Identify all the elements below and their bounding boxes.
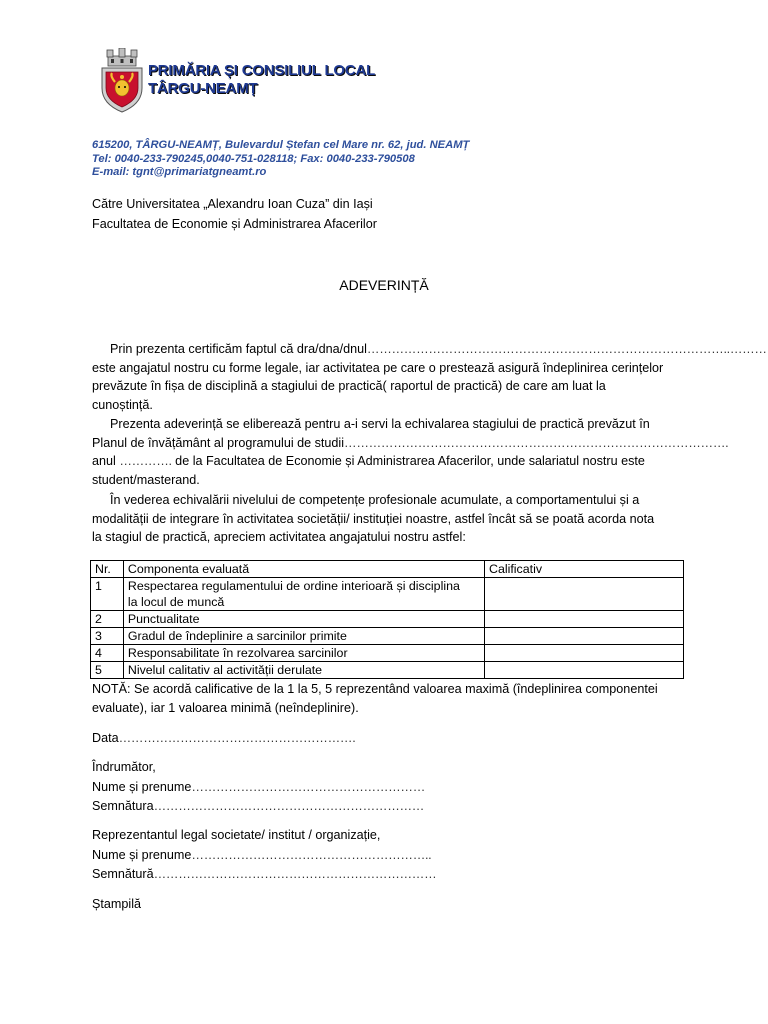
supervisor-signature-label: Semnătura [92,799,154,813]
certification-text: Prin prezenta certificăm faptul că dra/dna/dnul [110,342,367,356]
year-fill-line: …………. [119,454,172,468]
row-component: Nivelul calitativ al activității derulate [123,662,484,679]
row-component: Gradul de îndeplinire a sarcinilor primite [123,628,484,645]
evaluation-table [90,560,684,679]
document-title: ADEVERINȚĂ [339,277,429,293]
paragraph-purpose [92,415,729,489]
contact-address: 615200, TÂRGU-NEAMȚ, Bulevardul Ștefan cel Mare nr. 62, jud. NEAMȚ [92,139,470,151]
row-component-cont: la locul de muncă [127,595,225,609]
legal-representative-block [92,826,436,885]
recipient-line-1: Către Universitatea „Alexandru Ioan Cuza” din Iași [92,197,373,211]
certification-line-3: prevăzute în fișa de disciplină a stagiului de practică( raportul de practică) de care am luat la [92,379,606,393]
supervisor-name-fill-line[interactable]: ………………………………………………… [191,779,425,794]
study-program-text: Planul de învățământ al programului de studii [92,435,345,450]
supervisor-signature-fill-line[interactable]: ………………………………………………………… [153,799,425,813]
table-row [91,662,684,679]
legal-rep-signature-label: Semnătură [92,867,154,881]
evaluation-line-1: În vederea echivalării nivelului de competențe profesionale acumulate, a comportamentului și a [110,493,640,507]
legal-rep-name-label: Nume și prenume [92,847,192,862]
row-grade-cell[interactable] [485,662,684,679]
note-line-1: NOTĂ: Se acordă calificative de la 1 la 5, 5 reprezentând valoarea maximă (îndeplinirea componentei [92,682,658,696]
row-nr: 2 [91,611,124,628]
year-label: anul [92,454,116,468]
date-fill-line[interactable]: …………………………………………………. [118,731,356,745]
paragraph-certification [92,340,767,414]
table-header-row [91,561,684,578]
supervisor-name-label: Nume și prenume [92,779,192,794]
name-fill-line: ……………………………………………………………………………..……… [366,342,767,356]
header-component: Componenta evaluată [123,561,484,578]
stamp-label: Ștampilă [92,897,141,911]
legal-rep-title: Reprezentantul legal societate/ institut / organizație, [92,828,381,842]
table-row [91,611,684,628]
table-row [91,645,684,662]
header-nr: Nr. [91,561,124,578]
certification-line-4: cunoștință. [92,397,153,412]
logo-line-2: TÂRGU-NEAMȚ [148,80,258,97]
contact-block [92,139,469,180]
legal-rep-name-fill-line[interactable]: ………………………………………………….. [191,847,432,862]
evaluation-line-2: modalității de integrare în activitatea societății/ instituției noastre, astfel încât să se poată acorda nota [92,511,655,526]
row-nr: 1 [91,578,124,611]
row-grade-cell[interactable] [485,628,684,645]
table-row [91,578,684,611]
logo-line-1: PRIMĂRIA ȘI CONSILIUL LOCAL [148,62,376,79]
recipient-line-2: Facultatea de Economie și Administrarea Afacerilor [92,217,377,231]
supervisor-block [92,758,425,817]
legal-rep-signature-fill-line[interactable]: …………………………………………………………… [153,867,437,881]
table-row [91,628,684,645]
recipient-block [92,194,377,234]
row-grade-cell[interactable] [485,611,684,628]
evaluation-line-3: la stagiul de practică, apreciem activitatea angajatului nostru astfel: [92,530,466,544]
row-component: Responsabilitate în rezolvarea sarcinilor [123,645,484,662]
row-grade-cell[interactable] [485,645,684,662]
row-nr: 4 [91,645,124,662]
purpose-line-4: student/masterand. [92,472,200,487]
row-component: Respectarea regulamentului de ordine interioară și disciplina [127,579,460,593]
row-grade-cell[interactable] [485,578,684,611]
study-program-fill-line: …………………………………………………………………………………. [344,435,729,450]
grading-note [92,680,692,718]
note-line-2: evaluate), iar 1 valoarea minimă (neîndeplinire). [92,701,359,715]
supervisor-title: Îndrumător, [92,760,156,774]
header-grade: Calificativ [485,561,684,578]
row-nr: 3 [91,628,124,645]
date-field [92,729,355,749]
paragraph-evaluation [92,491,686,547]
contact-phone: Tel: 0040-233-790245,0040-751-028118; Fax: 0040-233-790508 [92,152,415,165]
purpose-line-1: Prezenta adeverință se eliberează pentru a-i servi la echivalarea stagiului de practică prevăzut în [110,417,650,431]
row-nr: 5 [91,662,124,679]
coat-of-arms-icon [98,48,146,114]
contact-email: E-mail: tgnt@primariatgneamt.ro [92,166,267,178]
institution-logo-text [148,62,375,98]
row-component: Punctualitate [123,611,484,628]
faculty-text: de la Facultatea de Economie și Administrarea Afacerilor, unde salariatul nostru este [171,454,645,468]
date-label: Data [92,731,119,745]
certification-line-2: este angajatul nostru cu forme legale, iar activitatea pe care o prestează asigură îndeplinirea cerințelor [92,360,664,375]
